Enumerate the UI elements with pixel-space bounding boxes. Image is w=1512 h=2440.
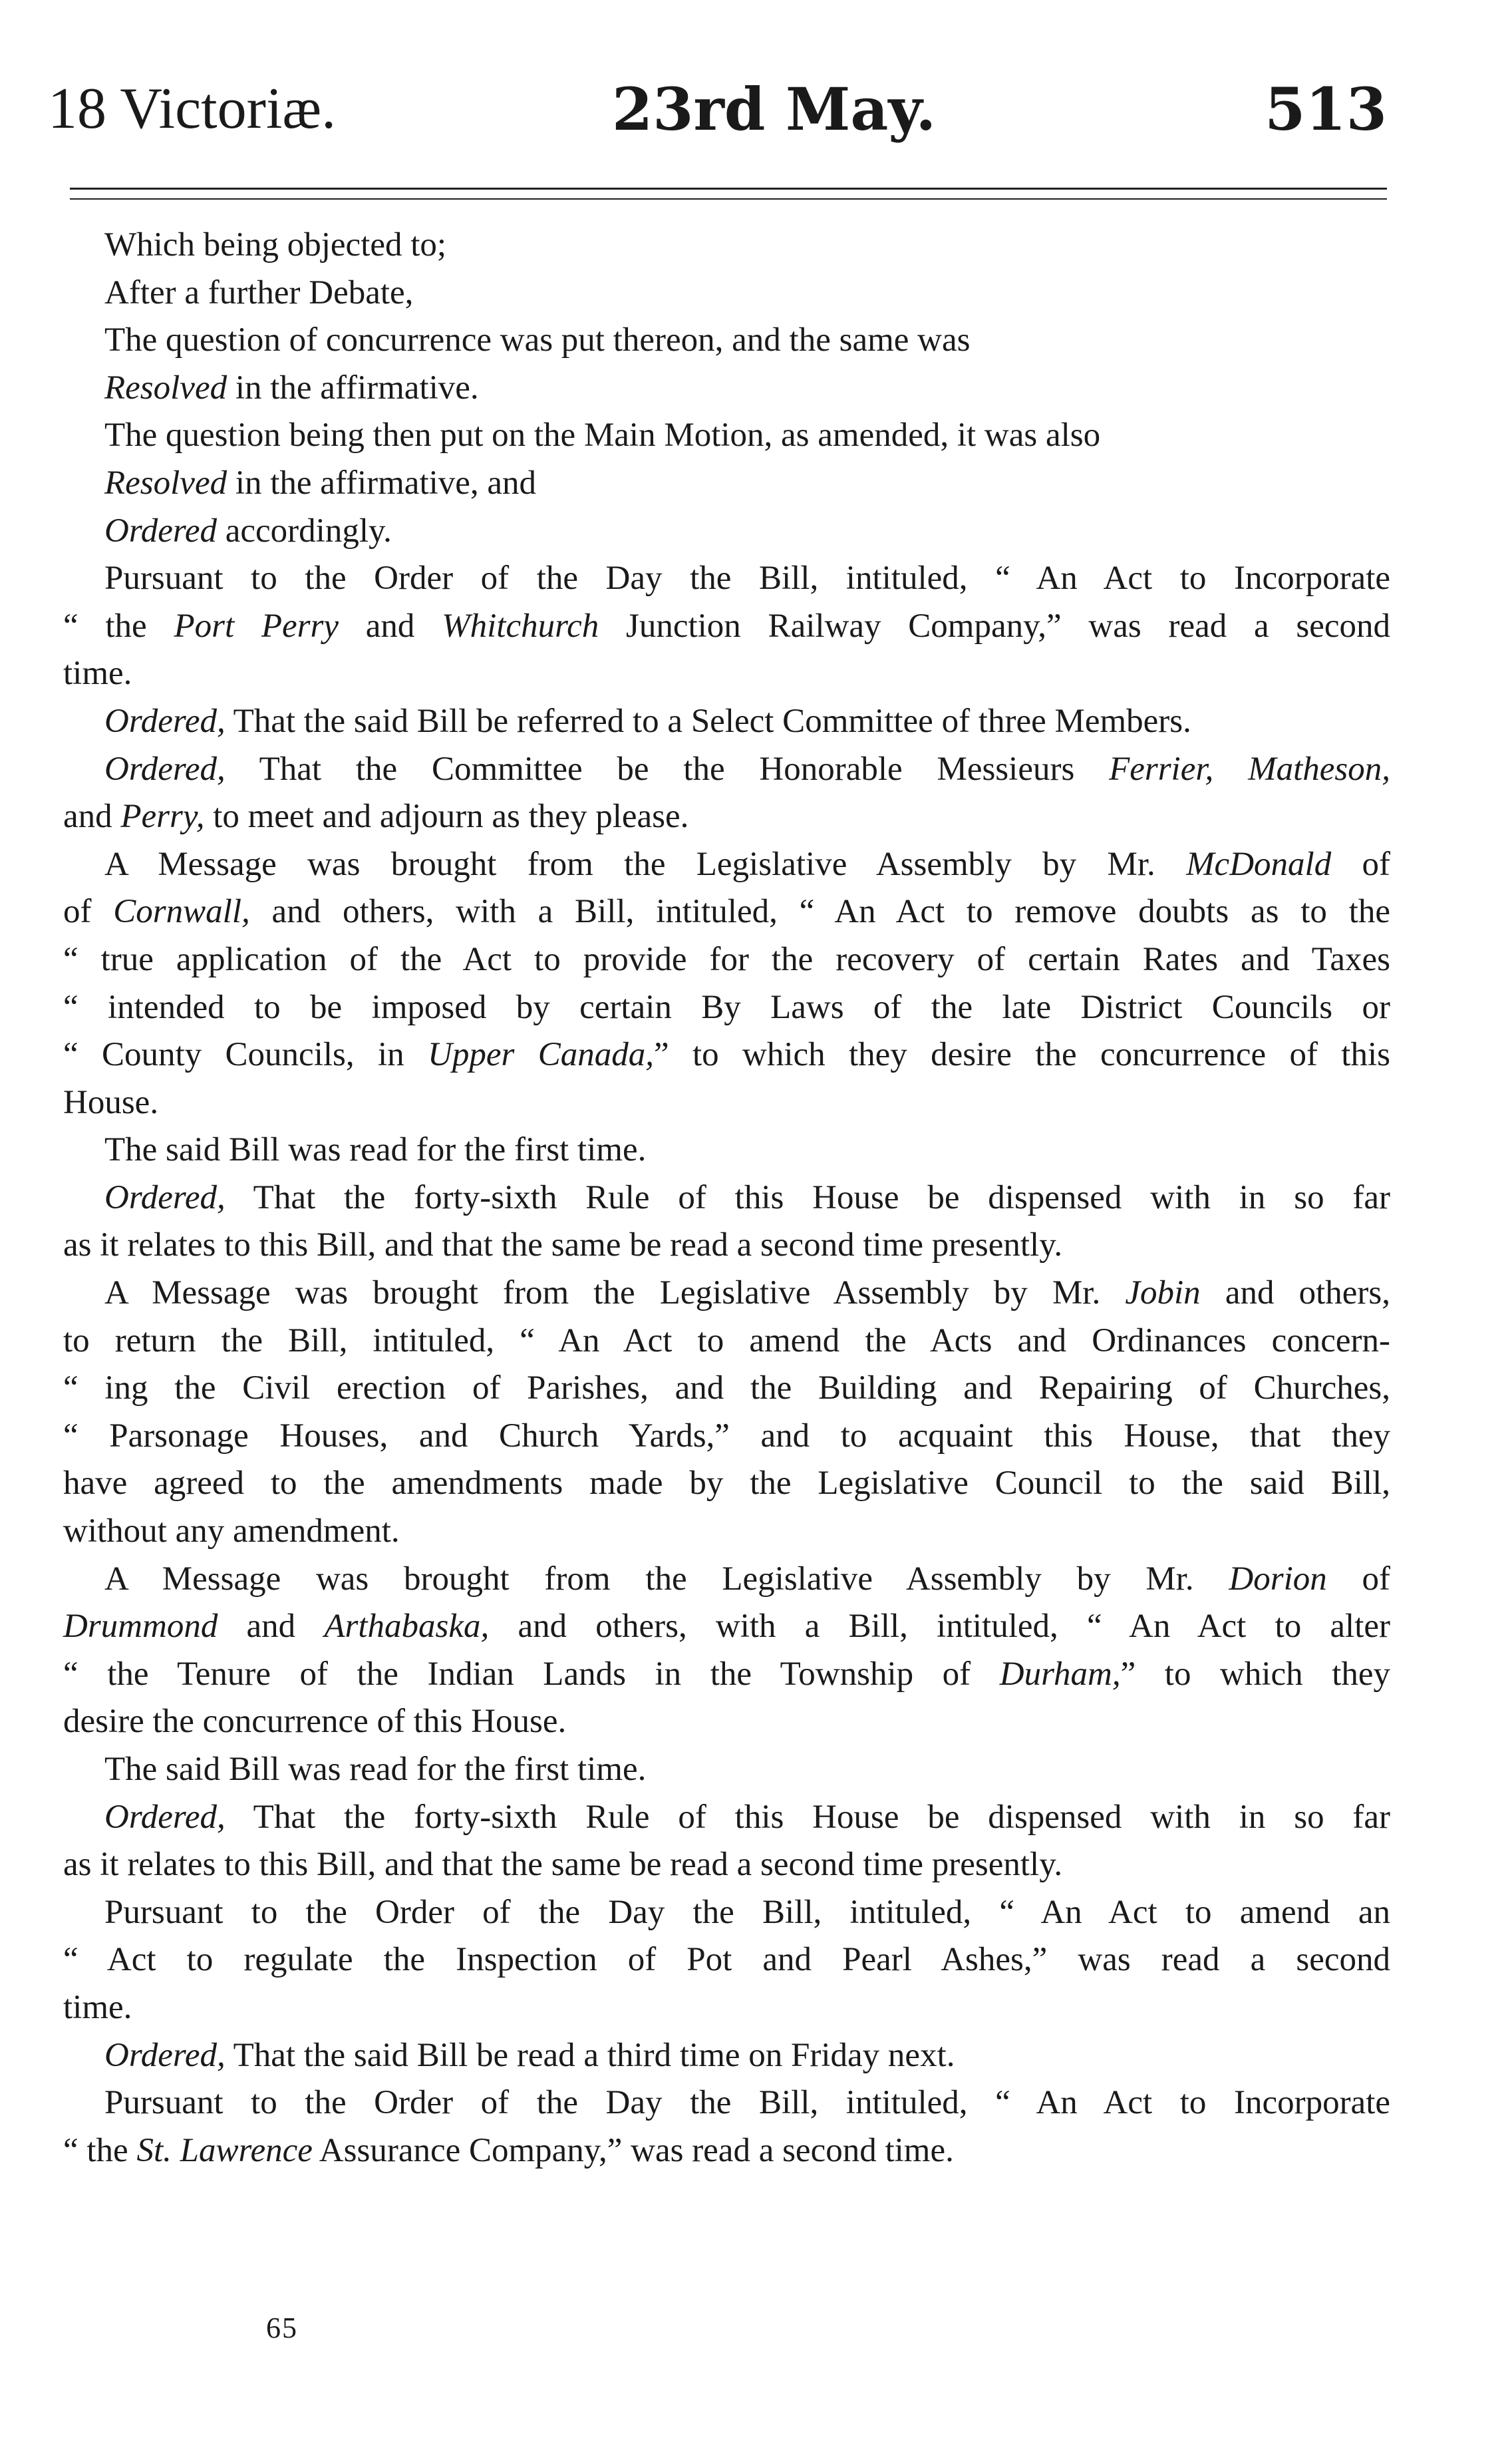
italic-run: McDonald — [1186, 845, 1332, 883]
text-run: After a further Debate, — [104, 273, 414, 311]
text-run: and — [339, 607, 442, 645]
paragraph — [63, 222, 1390, 555]
text-line — [63, 888, 1390, 936]
text-line — [63, 1603, 1390, 1651]
text-run: as it relates to this Bill, and that the same be read a second time presently. — [63, 1226, 1063, 1264]
text-line — [63, 1127, 1390, 1174]
text-line — [63, 1651, 1390, 1699]
text-line — [63, 222, 1390, 269]
italic-run: Ordered, — [104, 750, 226, 788]
text-run: desire the concurrence of this House. — [63, 1703, 567, 1741]
paragraph — [63, 841, 1390, 1270]
journal-body — [63, 222, 1390, 2175]
text-run: and others, — [1200, 1274, 1390, 1312]
text-line — [63, 746, 1390, 794]
italic-run: Jobin — [1125, 1274, 1201, 1312]
text-run: in the affirmative. — [227, 369, 479, 407]
text-run: ” to which they — [1120, 1655, 1391, 1693]
text-line — [63, 2032, 1390, 2080]
text-run: Junction Railway Company,” was read a second — [599, 607, 1390, 645]
text-run: to meet and adjourn as they please. — [204, 798, 689, 836]
text-line — [63, 1794, 1390, 1842]
text-run: Pursuant to the Order of the Day the Bill, intituled, “ An Act to Incorporate — [104, 2084, 1390, 2122]
italic-run: Cornwall, — [113, 893, 250, 931]
italic-run: Resolved — [104, 464, 227, 502]
italic-run: Resolved — [104, 369, 227, 407]
text-run: “ the — [63, 2131, 137, 2169]
italic-run: Ordered, — [104, 2036, 226, 2074]
text-run: Which being objected to; — [104, 226, 447, 263]
text-line — [63, 2127, 1390, 2175]
text-line — [63, 1031, 1390, 1079]
italic-run: Dorion — [1229, 1560, 1327, 1598]
text-line — [63, 1174, 1390, 1222]
italic-run: Arthabaska, — [324, 1608, 490, 1646]
italic-run: Durham, — [999, 1655, 1121, 1693]
paragraph — [63, 1889, 1390, 2079]
text-run: and — [63, 798, 121, 836]
text-run: and — [218, 1608, 325, 1646]
text-line — [63, 508, 1390, 556]
italic-run: Perry, — [120, 798, 205, 836]
italic-run: Ordered, — [104, 1178, 226, 1216]
text-line — [63, 650, 1390, 698]
text-line — [63, 1556, 1390, 1604]
italic-run: Whitchurch — [442, 607, 599, 645]
text-run: A Message was brought from the Legislative Assembly by Mr. — [104, 1274, 1126, 1312]
text-line — [63, 603, 1390, 651]
text-line — [63, 412, 1390, 460]
header-rule-bottom — [70, 198, 1387, 200]
text-line — [63, 1936, 1390, 1984]
text-run: of — [1331, 845, 1391, 883]
text-run: of — [63, 893, 114, 931]
text-run: of — [1326, 1560, 1390, 1598]
text-run: A Message was brought from the Legislative Assembly by Mr. — [104, 1560, 1229, 1598]
text-line — [63, 1698, 1390, 1746]
text-line — [63, 1365, 1390, 1413]
signature-mark: 65 — [266, 2312, 298, 2344]
text-run: “ Act to regulate the Inspection of Pot and Pearl Ashes,” was read a second — [63, 1941, 1390, 1979]
text-run: “ true application of the Act to provide for the recovery of certain Rates and Taxes — [63, 940, 1390, 978]
header-rule-top — [70, 188, 1387, 190]
text-line — [63, 1413, 1390, 1461]
running-head-session: 18 Victoriæ. — [48, 77, 337, 141]
text-line — [63, 984, 1390, 1032]
text-run: That the Committee be the Honorable Messieurs — [225, 750, 1110, 788]
paragraph — [63, 1556, 1390, 1889]
text-line — [63, 269, 1390, 317]
text-line — [63, 1984, 1390, 2032]
italic-run: St. Lawrence — [136, 2131, 313, 2169]
text-line — [63, 1889, 1390, 1937]
italic-run: Drummond — [63, 1608, 218, 1646]
text-line — [63, 1270, 1390, 1317]
text-run: A Message was brought from the Legislative Assembly by Mr. — [104, 845, 1187, 883]
paragraph — [63, 2079, 1390, 2175]
text-run: and others, with a Bill, intituled, “ An Act to remove doubts as to the — [249, 893, 1390, 931]
paragraph — [63, 1270, 1390, 1556]
text-run: as it relates to this Bill, and that the same be read a second time presently. — [63, 1846, 1063, 1884]
text-run: “ intended to be imposed by certain By Laws of the late District Councils or — [63, 988, 1390, 1026]
text-line — [63, 1317, 1390, 1365]
text-run: The said Bill was read for the first time. — [104, 1751, 647, 1788]
text-run: That the said Bill be referred to a Select Committee of three Members. — [225, 702, 1191, 740]
text-line — [63, 841, 1390, 889]
text-line — [63, 365, 1390, 413]
text-run: ” to which they desire the concurrence of this — [653, 1036, 1390, 1074]
italic-run: Ferrier, Matheson, — [1109, 750, 1390, 788]
text-line — [63, 460, 1390, 508]
text-line — [63, 1222, 1390, 1270]
text-run: “ ing the Civil erection of Parishes, and the Building and Repairing of Churches, — [63, 1369, 1390, 1407]
text-line — [63, 1460, 1390, 1508]
text-run: The question being then put on the Main Motion, as amended, it was also — [104, 417, 1101, 454]
italic-run: Port Perry — [174, 607, 339, 645]
text-line — [63, 2079, 1390, 2127]
paragraph — [63, 555, 1390, 841]
text-line — [63, 317, 1390, 365]
text-run: accordingly. — [217, 512, 392, 550]
italic-run: Ordered, — [104, 702, 226, 740]
text-run: That the forty-sixth Rule of this House be dispensed with in so far — [225, 1178, 1390, 1216]
text-run: “ the Tenure of the Indian Lands in the Township of — [63, 1655, 1000, 1693]
text-line — [63, 698, 1390, 746]
text-run: “ Parsonage Houses, and Church Yards,” and to acquaint this House, that they — [63, 1417, 1390, 1455]
text-run: The said Bill was read for the first time. — [104, 1131, 647, 1169]
page-number: 513 — [1265, 75, 1387, 144]
text-run: have agreed to the amendments made by the Legislative Council to the said Bill, — [63, 1465, 1390, 1502]
text-line — [63, 1508, 1390, 1556]
text-run: That the said Bill be read a third time on Friday next. — [225, 2036, 955, 2074]
text-line — [63, 936, 1390, 984]
text-line — [63, 1079, 1390, 1127]
running-head-date: 23rd May. — [612, 75, 937, 144]
text-run: That the forty-sixth Rule of this House be dispensed with in so far — [225, 1798, 1390, 1836]
text-run: Pursuant to the Order of the Day the Bill, intituled, “ An Act to Incorporate — [104, 560, 1390, 598]
text-run: and others, with a Bill, intituled, “ An Act to alter — [489, 1608, 1390, 1646]
text-line — [63, 1841, 1390, 1889]
text-line — [63, 555, 1390, 603]
text-run: to return the Bill, intituled, “ An Act to amend the Acts and Ordinances concern- — [63, 1321, 1390, 1359]
text-run: “ County Councils, in — [63, 1036, 428, 1074]
text-run: The question of concurrence was put thereon, and the same was — [104, 321, 971, 359]
text-run: Assurance Company,” was read a second time. — [312, 2131, 954, 2169]
text-line — [63, 1746, 1390, 1794]
text-line — [63, 793, 1390, 841]
text-run: House. — [63, 1083, 159, 1121]
text-run: Pursuant to the Order of the Day the Bill, intituled, “ An Act to amend an — [104, 1893, 1390, 1931]
text-run: time. — [63, 655, 132, 693]
italic-run: Upper Canada, — [428, 1036, 654, 1074]
text-run: in the affirmative, and — [227, 464, 537, 502]
text-run: time. — [63, 1988, 132, 2026]
text-run: “ the — [63, 607, 174, 645]
italic-run: Ordered — [104, 512, 218, 550]
italic-run: Ordered, — [104, 1798, 226, 1836]
text-run: without any amendment. — [63, 1512, 400, 1550]
